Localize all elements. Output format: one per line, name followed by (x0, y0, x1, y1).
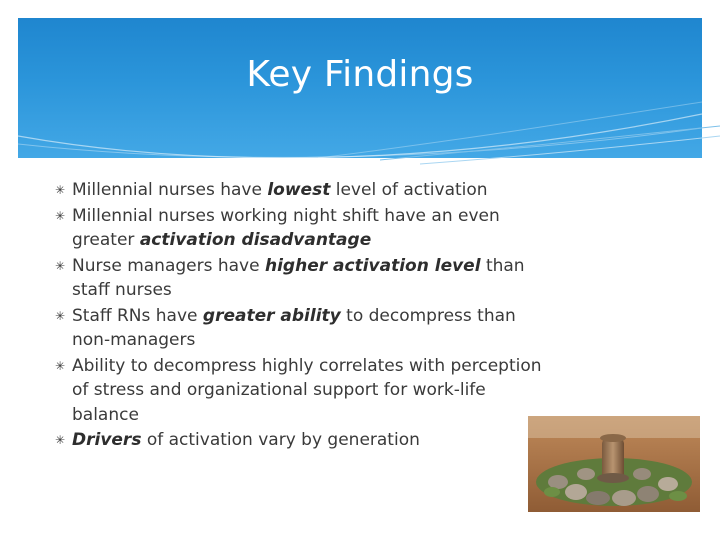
asterisk-bullet-icon: ✳ (55, 258, 66, 273)
finding-text: Nurse managers have (72, 255, 265, 276)
emphasis-text: Drivers (72, 430, 142, 450)
asterisk-bullet-icon: ✳ (55, 183, 66, 197)
finding-text: Staff RNs have (72, 305, 203, 326)
finding-item (55, 178, 555, 203)
finding-item (55, 354, 555, 428)
finding-item (55, 254, 555, 303)
stone-fountain-garden-photo (528, 416, 700, 512)
slide-title: Key Findings (246, 54, 474, 95)
finding-text: level of activation (330, 180, 488, 200)
asterisk-bullet-icon: ✳ (55, 308, 66, 323)
emphasis-text: lowest (267, 180, 331, 200)
emphasis-text: greater ability (202, 305, 341, 326)
emphasis-text: higher activation level (265, 255, 481, 276)
finding-item (55, 304, 555, 353)
asterisk-bullet-icon: ✳ (55, 208, 66, 223)
finding-text: Ability to decompress highly correlates with perception of stress and organizational support for work-life balance (72, 355, 542, 425)
finding-text: than staff nurses (72, 255, 525, 300)
findings-list (55, 178, 555, 454)
asterisk-bullet-icon: ✳ (55, 358, 66, 373)
emphasis-text: activation disadvantage (139, 230, 372, 250)
finding-item (55, 204, 555, 253)
finding-text: Millennial nurses have (72, 180, 268, 200)
finding-item (55, 428, 555, 453)
finding-text: to decompress than non-managers (72, 305, 516, 350)
asterisk-bullet-icon: ✳ (55, 433, 66, 447)
finding-text: of activation vary by generation (141, 430, 420, 450)
finding-text: Millennial nurses working night shift have an even greater (72, 205, 500, 250)
